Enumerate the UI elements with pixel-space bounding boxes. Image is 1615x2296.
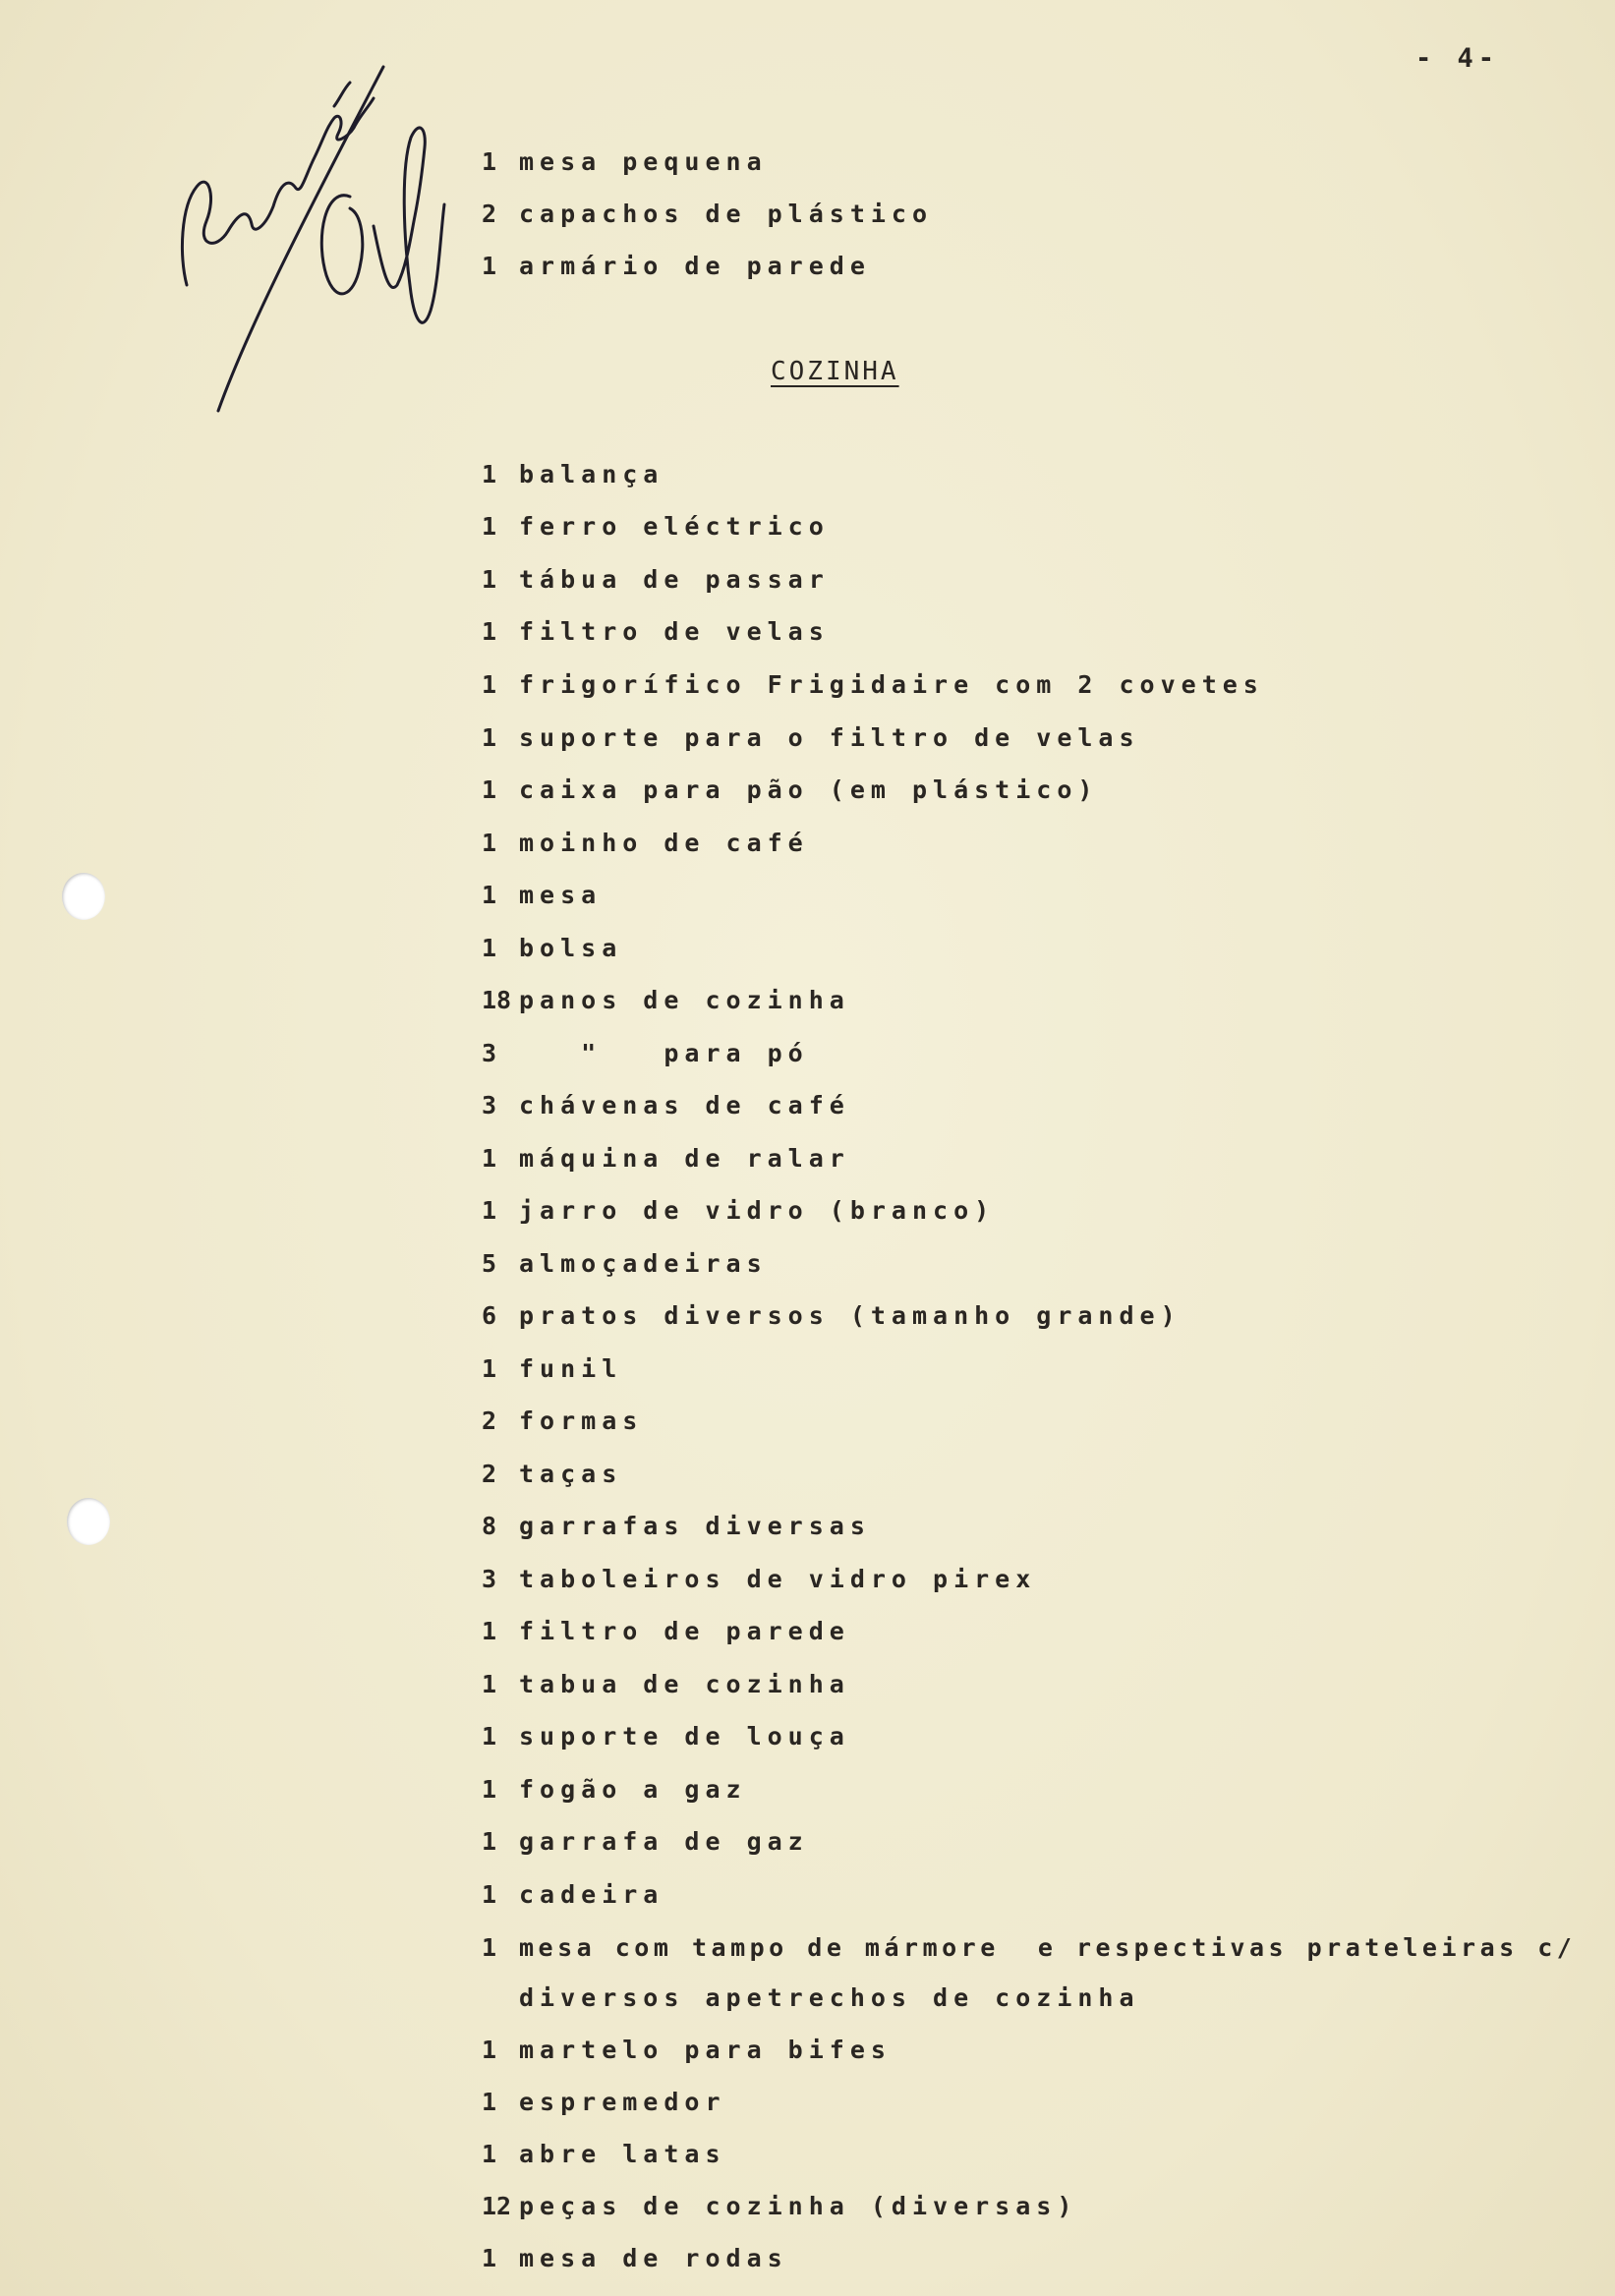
list-item (482, 2142, 726, 2166)
item-description: " para pó (519, 1039, 809, 1067)
list-item (482, 2194, 1077, 2218)
item-quantity: 1 (482, 565, 497, 594)
section-title: COZINHA (771, 357, 899, 386)
list-item (482, 1146, 850, 1171)
item-quantity: 1 (482, 2088, 497, 2116)
list-item (482, 1777, 747, 1802)
list-item (482, 936, 622, 960)
list-item (482, 1408, 643, 1433)
item-quantity: 1 (482, 1617, 497, 1645)
item-description: tabua de cozinha (519, 1670, 850, 1698)
item-description: taças (519, 1460, 623, 1488)
list-item (482, 2038, 892, 2062)
item-quantity: 3 (482, 1565, 497, 1593)
item-description: frigorífico Frigidaire com 2 covetes (519, 670, 1264, 699)
item-quantity: 1 (482, 775, 497, 804)
item-description: formas (519, 1406, 644, 1435)
item-quantity: 1 (482, 460, 497, 488)
list-item-continuation (482, 1985, 1140, 2010)
list-item (482, 1935, 1576, 1960)
item-description: mesa pequena (519, 147, 768, 176)
item-description: suporte para o filtro de velas (519, 723, 1140, 752)
item-description: espremedor (519, 2088, 726, 2116)
item-quantity: 1 (482, 1722, 497, 1751)
list-item (482, 1567, 1036, 1591)
list-item (482, 201, 933, 226)
item-quantity: 2 (482, 200, 497, 228)
item-description: panos de cozinha (519, 986, 850, 1014)
item-quantity: 1 (482, 881, 497, 909)
list-item (482, 2246, 788, 2270)
item-quantity: 6 (482, 1301, 497, 1330)
list-item (482, 1882, 663, 1907)
list-item (482, 2090, 726, 2114)
item-quantity: 2 (482, 1406, 497, 1435)
item-description: funil (519, 1354, 623, 1383)
item-quantity: 1 (482, 617, 497, 646)
item-quantity: 1 (482, 1880, 497, 1909)
item-description: abre latas (519, 2140, 726, 2168)
item-quantity: 5 (482, 1249, 497, 1278)
item-description: garrafa de gaz (519, 1827, 809, 1856)
punch-hole-top (62, 873, 105, 920)
item-description: máquina de ralar (519, 1144, 850, 1173)
list-item (482, 672, 1264, 697)
list-item (482, 1829, 809, 1854)
item-description: mesa de rodas (519, 2244, 788, 2272)
item-quantity: 1 (482, 723, 497, 752)
item-quantity: 1 (482, 1827, 497, 1856)
item-quantity: 1 (482, 1670, 497, 1698)
item-description: peças de cozinha (diversas) (519, 2192, 1078, 2220)
list-item (482, 725, 1140, 750)
list-item (482, 1198, 995, 1223)
list-item (482, 462, 663, 487)
item-description: diversos apetrechos de cozinha (519, 1983, 1140, 2012)
item-quantity: 3 (482, 1091, 497, 1119)
item-quantity: 1 (482, 1933, 497, 1962)
item-description: filtro de parede (519, 1617, 850, 1645)
handwritten-signature (157, 39, 482, 423)
list-item (482, 1041, 809, 1065)
item-description: filtro de velas (519, 617, 830, 646)
item-quantity: 3 (482, 1039, 497, 1067)
item-quantity: 1 (482, 934, 497, 962)
item-quantity: 1 (482, 2140, 497, 2168)
list-item (482, 988, 850, 1012)
item-description: pratos diversos (tamanho grande) (519, 1301, 1182, 1330)
item-description: garrafas diversas (519, 1512, 871, 1540)
item-description: jarro de vidro (branco) (519, 1196, 996, 1225)
item-quantity: 1 (482, 1354, 497, 1383)
list-item (482, 831, 809, 855)
item-description: martelo para bifes (519, 2036, 892, 2064)
item-description: tábua de passar (519, 565, 830, 594)
page-number: - 4- (1415, 43, 1500, 74)
list-item (482, 1303, 1182, 1328)
item-description: armário de parede (519, 252, 871, 280)
item-description: caixa para pão (em plástico) (519, 775, 1099, 804)
list-item (482, 1093, 850, 1118)
item-quantity: 2 (482, 1460, 497, 1488)
item-description: fogão a gaz (519, 1775, 747, 1804)
item-quantity: 1 (482, 670, 497, 699)
list-item (482, 777, 1098, 802)
list-item (482, 1619, 850, 1643)
item-description: almoçadeiras (519, 1249, 768, 1278)
item-description: bolsa (519, 934, 623, 962)
item-description: suporte de louça (519, 1722, 850, 1751)
list-item (482, 883, 602, 907)
item-quantity: 1 (482, 252, 497, 280)
item-quantity: 1 (482, 1775, 497, 1804)
list-item (482, 1724, 850, 1749)
list-item (482, 1356, 622, 1381)
punch-hole-bottom (67, 1498, 110, 1545)
item-quantity: 1 (482, 829, 497, 857)
item-description: ferro eléctrico (519, 512, 830, 541)
item-description: capachos de plástico (519, 200, 934, 228)
list-item (482, 619, 830, 644)
list-item (482, 1462, 622, 1486)
item-description: balança (519, 460, 664, 488)
list-item (482, 1514, 871, 1538)
item-description: cadeira (519, 1880, 664, 1909)
list-item (482, 514, 830, 539)
item-quantity: 1 (482, 2244, 497, 2272)
list-item (482, 1251, 768, 1276)
item-quantity: 8 (482, 1512, 497, 1540)
list-item (482, 254, 871, 278)
item-quantity: 1 (482, 2036, 497, 2064)
item-description: taboleiros de vidro pirex (519, 1565, 1037, 1593)
list-item (482, 567, 830, 592)
list-item (482, 1672, 850, 1696)
item-description: mesa com tampo de mármore e respectivas prateleiras c/ (519, 1933, 1577, 1962)
item-quantity: 1 (482, 512, 497, 541)
item-description: chávenas de café (519, 1091, 850, 1119)
item-quantity: 1 (482, 147, 497, 176)
item-quantity: 18 (482, 986, 512, 1014)
item-quantity: 1 (482, 1196, 497, 1225)
item-quantity: 12 (482, 2192, 512, 2220)
item-quantity: 1 (482, 1144, 497, 1173)
list-item (482, 149, 768, 174)
item-description: mesa (519, 881, 603, 909)
item-description: moinho de café (519, 829, 809, 857)
